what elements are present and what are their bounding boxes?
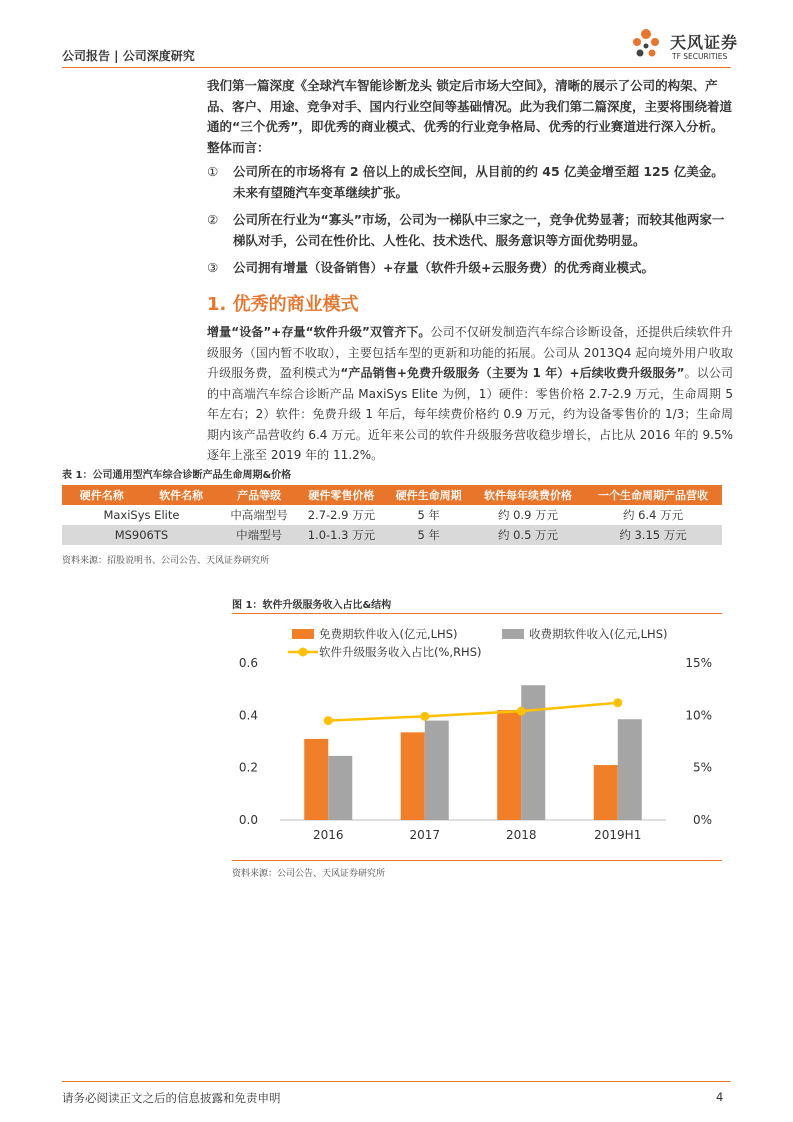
x-tick-label: 2017	[409, 828, 441, 842]
table-cell: 2.7-2.9 万元	[307, 508, 376, 522]
bar-paid-2019H1	[618, 719, 642, 820]
x-tick-label: 2018	[505, 828, 537, 842]
share-line	[328, 703, 618, 721]
bar-free-2016	[304, 739, 328, 820]
figure-source: 资料来源：公司公告、天风证券研究所	[232, 869, 386, 879]
share-point-2019H1	[613, 698, 622, 707]
y-right-tick-label: 0%	[692, 813, 712, 827]
figure-top-divider	[232, 613, 722, 614]
bar-paid-2018	[521, 685, 545, 820]
bullet-point-3	[207, 258, 733, 279]
intro-paragraph: 我们第一篇深度《全球汽车智能诊断龙头 锁定后市场大空间》，清晰的展示了公司的构架、产品、客户、用途、竞争对手、国内行业空间等基础情况。此为我们第二篇深度，主要将围绕着道通的“三个优秀”，即优秀的商业模式、优秀的行业竞争格局、优秀的行业赛道进行深入分析。整体而言：	[207, 78, 733, 155]
legend-label: 软件升级服务收入占比(%,RHS)	[319, 645, 482, 659]
legend-label: 免费期软件收入(亿元,LHS)	[319, 627, 458, 641]
share-point-2017	[420, 712, 429, 721]
x-tick-label: 2019H1	[594, 828, 642, 842]
bullet-number: ③	[207, 260, 219, 275]
logo-name-cn: 天风证券	[670, 33, 739, 52]
legend-swatch-marker	[299, 648, 308, 657]
figure-title: 图 1：软件升级服务收入占比&结构	[232, 600, 392, 611]
col-header: 硬件名称	[62, 485, 141, 505]
body-paragraph	[207, 322, 733, 466]
report-type: 公司报告 | 公司深度研究	[62, 49, 195, 63]
business-model-highlight: “产品销售+免费升级服务（主要为 1 年）+后续收费升级服务”	[340, 366, 685, 380]
bar-paid-2017	[425, 721, 449, 820]
table-cell: 5 年	[385, 525, 471, 545]
lead-sentence: 增量“设备”+存量“软件升级”双管齐下。	[207, 325, 431, 339]
bullet-text: 公司拥有增量（设备销售）+存量（软件升级+云服务费）的优秀商业模式。	[233, 260, 654, 275]
logo-name-en: TF SECURITIES	[672, 52, 728, 61]
bar-free-2017	[401, 732, 425, 820]
y-left-tick-label: 0.2	[238, 760, 258, 775]
flower-mark	[633, 29, 659, 57]
legend-swatch-1	[502, 629, 524, 639]
bullet-number: ①	[207, 164, 219, 179]
bar-paid-2016	[328, 756, 352, 820]
col-header: 硬件零售价格	[297, 485, 385, 505]
table-row	[62, 525, 722, 545]
col-header: 一个生命周期产品营收	[584, 485, 722, 505]
table-cell: MS906TS	[62, 525, 221, 545]
col-header: 产品等级	[221, 485, 298, 505]
col-header: 软件每年续费价格	[472, 485, 584, 505]
y-right-tick-label: 5%	[692, 760, 712, 775]
y-left-tick-label: 0.0	[238, 813, 258, 827]
bar-free-2019H1	[594, 765, 618, 820]
body-text-b: 。以公司的中高端汽车综合诊断产品 MaxiSys Elite 为例，1）硬件：零售价格 2.7-2.9 万元，生命周期 5 年左右；2）软件：免费升级 1 年后，每年续费价格约 0.9 万元，约为设备零售价的 1/3；生命周期内该产品营收约 6.4 万元。近年来公司的软件升级服务营收稳步增长，占比从 2016 年的 9.5%逐年上涨至 2019 年的 11.2%。	[207, 366, 733, 462]
bullet-text: 公司所在的市场将有 2 倍以上的成长空间，从目前的约 45 亿美金增至超 125 亿美金。未来有望随汽车变革继续扩张。	[233, 164, 724, 200]
bullet-number: ②	[207, 212, 219, 227]
bullet-point-2	[207, 210, 733, 251]
bar-free-2018	[497, 710, 521, 820]
body-text-a: 公司不仅研发制造汽车综合诊断设备，还提供后续软件升级服务（国内暂不收取），主要包括车型的更新和功能的拓展。公司从 2013Q4 起向境外用户收取升级服务费，盈利模式为	[207, 325, 733, 380]
y-right-tick-label: 15%	[685, 656, 712, 670]
footer-divider	[62, 1081, 731, 1082]
table-cell: MaxiSys Elite	[103, 508, 180, 522]
footer-disclaimer: 请务必阅读正文之后的信息披露和免责申明	[62, 1091, 281, 1105]
bullet-point-1	[207, 162, 733, 203]
page-number: 4	[716, 1090, 724, 1104]
product-lifecycle-table	[62, 485, 722, 545]
table-cell: 约 6.4 万元	[622, 508, 684, 522]
figure-bottom-divider	[232, 860, 722, 861]
share-point-2016	[324, 716, 333, 725]
software-revenue-chart	[232, 616, 722, 860]
y-left-tick-label: 0.6	[238, 656, 258, 670]
legend-swatch-0	[292, 629, 314, 639]
table-cell: 中端型号	[221, 525, 298, 545]
y-left-tick-label: 0.4	[238, 708, 258, 723]
table-cell: 1.0-1.3 万元	[297, 525, 385, 545]
table-cell: 5 年	[417, 508, 440, 522]
bullet-text: 公司所在行业为“寡头”市场，公司为一梯队中三家之一，竞争优势显著；而较其他两家一梯队对手，公司在性价比、人性化、技术迭代、服务意识等方面优势明显。	[233, 212, 725, 248]
table-title: 表 1：公司通用型汽车综合诊断产品生命周期&价格	[62, 470, 292, 481]
table-header-row	[62, 485, 722, 505]
table-cell: 约 0.9 万元	[497, 508, 559, 522]
table-cell: 约 0.5 万元	[472, 525, 584, 545]
y-right-tick-label: 10%	[685, 708, 712, 723]
legend-label: 收费期软件收入(亿元,LHS)	[529, 627, 668, 641]
table-cell: 中高端型号	[230, 508, 288, 522]
x-tick-label: 2016	[312, 828, 344, 842]
header-divider	[62, 67, 731, 68]
share-point-2018	[517, 707, 526, 716]
table-row	[62, 505, 722, 525]
col-header: 硬件生命周期	[385, 485, 471, 505]
col-header: 软件名称	[141, 485, 220, 505]
section-title: 1. 优秀的商业模式	[207, 294, 359, 315]
table-source: 资料来源：招股说明书、公司公告、天风证券研究所	[62, 556, 270, 566]
table-cell: 约 3.15 万元	[584, 525, 722, 545]
